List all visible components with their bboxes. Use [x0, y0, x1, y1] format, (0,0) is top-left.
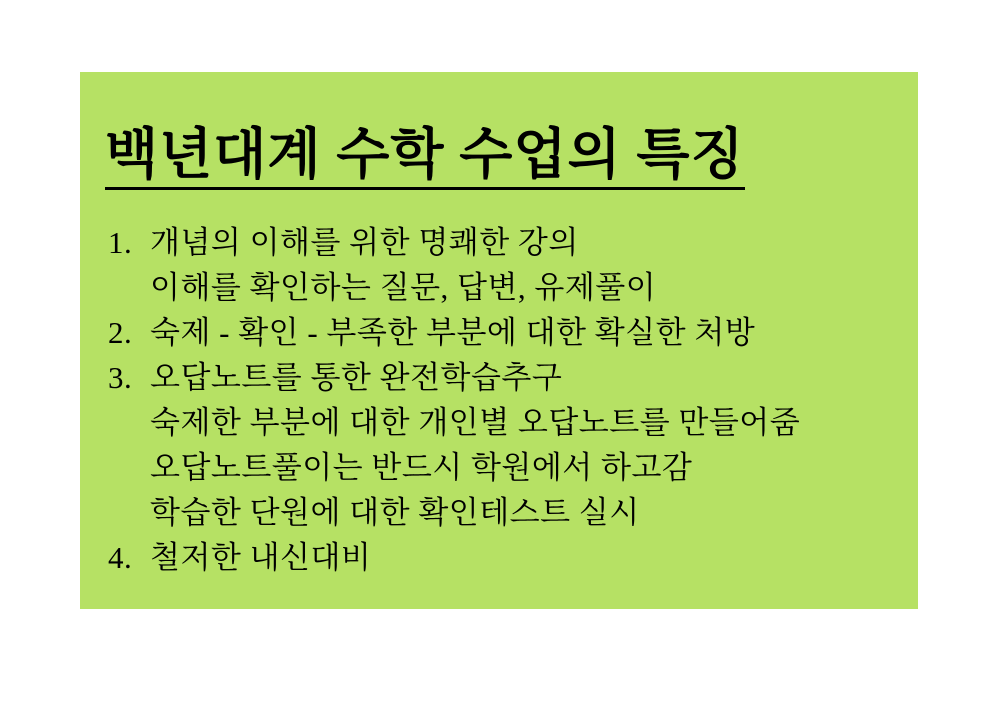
- feature-list-item: [108, 265, 918, 310]
- item-number: 2.: [108, 314, 133, 350]
- item-text: 숙제한 부분에 대한 개인별 오답노트를 만들어줌: [150, 404, 801, 440]
- item-text: 오답노트를 통한 완전학습추구: [150, 359, 563, 395]
- feature-list-item: [108, 355, 918, 400]
- slide-title-text: 백년대계 수학 수업의 특징: [105, 126, 745, 190]
- item-number: 1.: [108, 224, 133, 260]
- item-text: 이해를 확인하는 질문, 답변, 유제풀이: [150, 269, 657, 305]
- slide-panel: [80, 72, 918, 609]
- feature-list-item: [108, 310, 918, 355]
- feature-list-item: [108, 445, 918, 490]
- feature-list-item: [108, 400, 918, 445]
- item-text: 학습한 단원에 대한 확인테스트 실시: [150, 494, 640, 530]
- item-number: 4.: [108, 539, 133, 575]
- item-text: 철저한 내신대비: [150, 539, 372, 575]
- feature-list-item: [108, 535, 918, 580]
- feature-list-item: [108, 220, 918, 265]
- feature-list: [80, 220, 918, 580]
- item-text: 숙제 - 확인 - 부족한 부분에 대한 확실한 처방: [150, 314, 756, 350]
- item-text: 오답노트풀이는 반드시 학원에서 하고감: [150, 449, 693, 485]
- slide-title: [105, 126, 918, 190]
- item-text: 개념의 이해를 위한 명쾌한 강의: [150, 224, 579, 260]
- feature-list-item: [108, 490, 918, 535]
- item-number: 3.: [108, 359, 133, 395]
